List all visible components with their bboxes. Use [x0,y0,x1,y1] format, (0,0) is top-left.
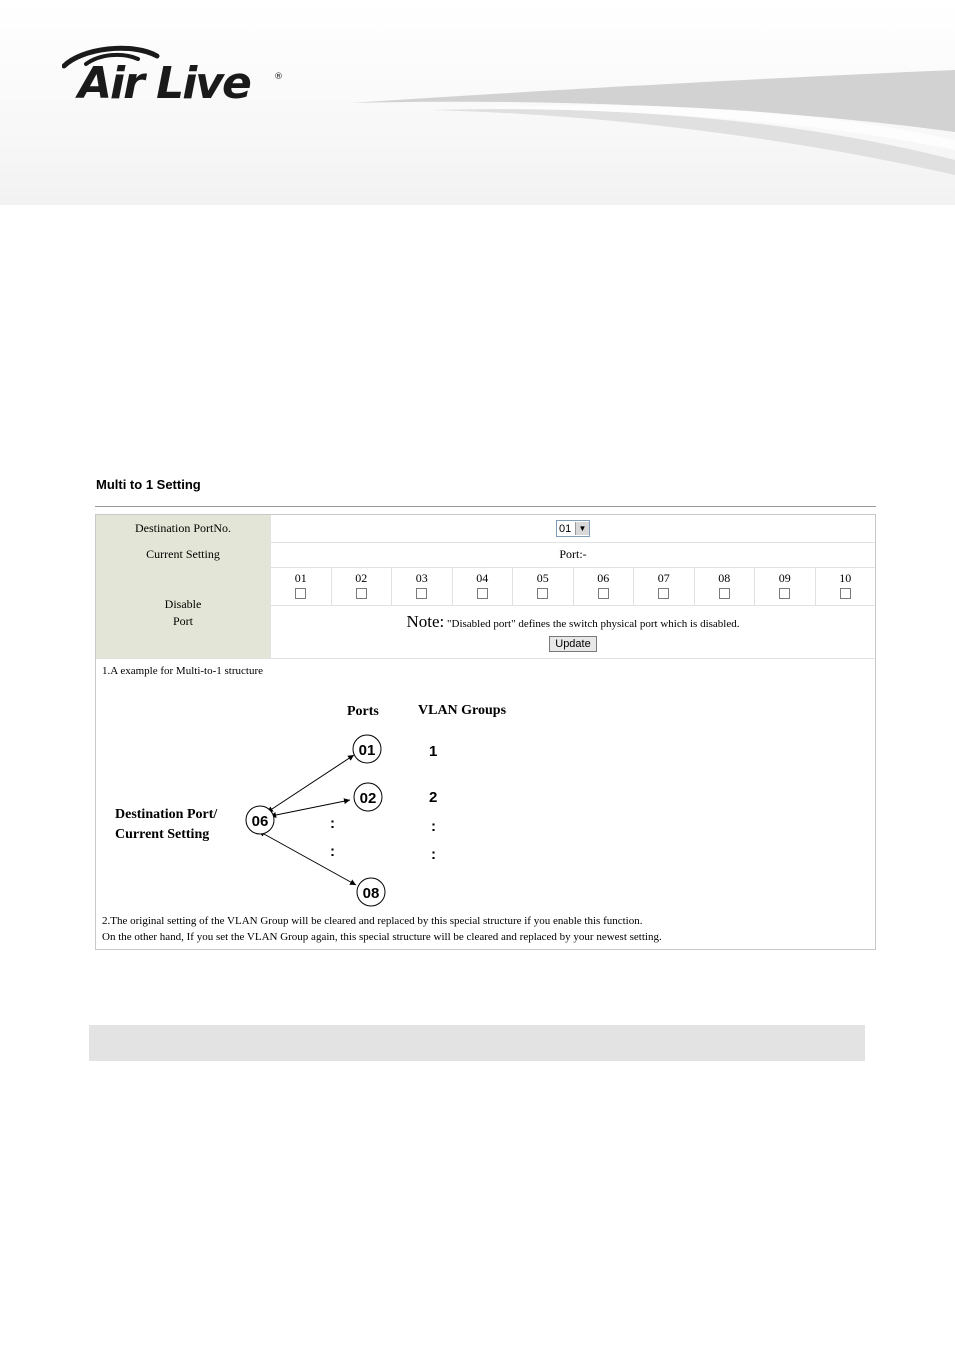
note-line [406,612,739,632]
port-number-label: 09 [778,571,791,585]
example-note-line3: On the other hand, If you set the VLAN Group again, this special structure will be cleared and replaced by your newest setting. [102,931,662,943]
port-number-label: 02 [355,571,368,585]
airlive-logo [62,44,292,114]
port-column [755,567,816,606]
arrow-06-02 [276,800,350,815]
port-column [574,567,635,606]
port-number-label: 07 [657,571,670,585]
port-column [271,567,332,606]
chevron-down-icon[interactable]: ▼ [575,522,589,535]
port-number-label: 01 [294,571,307,585]
vlan-group-b: 2 [429,789,438,806]
ports-ellipsis-2: : [330,843,335,860]
destination-row [96,515,875,543]
checkbox-icon[interactable] [295,588,306,599]
port-number-label: 03 [415,571,428,585]
example-note-line2: 2.The original setting of the VLAN Group will be cleared and replaced by this special structure if you enable this function. [102,915,643,927]
destination-caption-line1: Destination Port/ [115,807,218,822]
ports-ellipsis-1: : [330,815,335,832]
arrow-06-01 [272,755,354,809]
current-setting-row [96,542,875,568]
current-setting-value: Port:- [559,547,587,561]
checkbox-icon[interactable] [598,588,609,599]
destination-port-select[interactable] [556,520,590,537]
port-a-label: 01 [358,742,376,759]
note-word: Note: [406,612,445,631]
section-footer-bar [89,1025,865,1061]
destination-value-cell [271,515,875,542]
port-number-label: 10 [839,571,852,585]
destination-port-value: 01 [559,522,572,535]
port-number-label: 06 [597,571,610,585]
multi-to-one-panel [95,514,876,950]
disable-port-row [96,567,875,659]
port-checkbox-grid [271,567,875,606]
registered-mark: ® [274,72,283,82]
disable-label-line1: Disable [164,596,202,611]
port-column [634,567,695,606]
arrow-06-08 [264,834,356,885]
current-setting-label: Current Setting [96,542,271,567]
port-column [695,567,756,606]
note-area [271,606,875,662]
ports-header: Ports [347,704,379,719]
logo-text: Air Live [78,58,250,109]
destination-caption-line2: Current Setting [115,827,210,842]
checkbox-icon[interactable] [779,588,790,599]
port-column [392,567,453,606]
title-divider [95,506,876,507]
note-text: "Disabled port" defines the switch physical port which is disabled. [447,618,740,630]
port-column [453,567,514,606]
port-column [816,567,876,606]
section-title: Multi to 1 Setting [96,477,201,492]
checkbox-icon[interactable] [537,588,548,599]
vlan-ellipsis-2: : [431,846,436,863]
center-port-label: 06 [251,813,269,830]
checkbox-icon[interactable] [719,588,730,599]
vlan-ellipsis-1: : [431,818,436,835]
port-column [332,567,393,606]
vlan-group-a: 1 [429,743,438,760]
vlan-groups-header: VLAN Groups [418,703,507,718]
destination-label: Destination PortNo. [96,515,271,542]
checkbox-icon[interactable] [416,588,427,599]
example-intro: 1.A example for Multi-to-1 structure [102,665,263,677]
disable-port-label [96,567,271,658]
checkbox-icon[interactable] [356,588,367,599]
disable-label-line2: Port [172,613,193,628]
port-number-label: 08 [718,571,731,585]
checkbox-icon[interactable] [840,588,851,599]
port-c-label: 08 [362,885,380,902]
port-number-label: 04 [476,571,489,585]
update-button[interactable]: Update [549,636,596,652]
port-b-label: 02 [359,790,377,807]
checkbox-icon[interactable] [658,588,669,599]
multi-to-one-diagram [96,685,875,935]
checkbox-icon[interactable] [477,588,488,599]
port-number-label: 05 [536,571,549,585]
port-column [513,567,574,606]
